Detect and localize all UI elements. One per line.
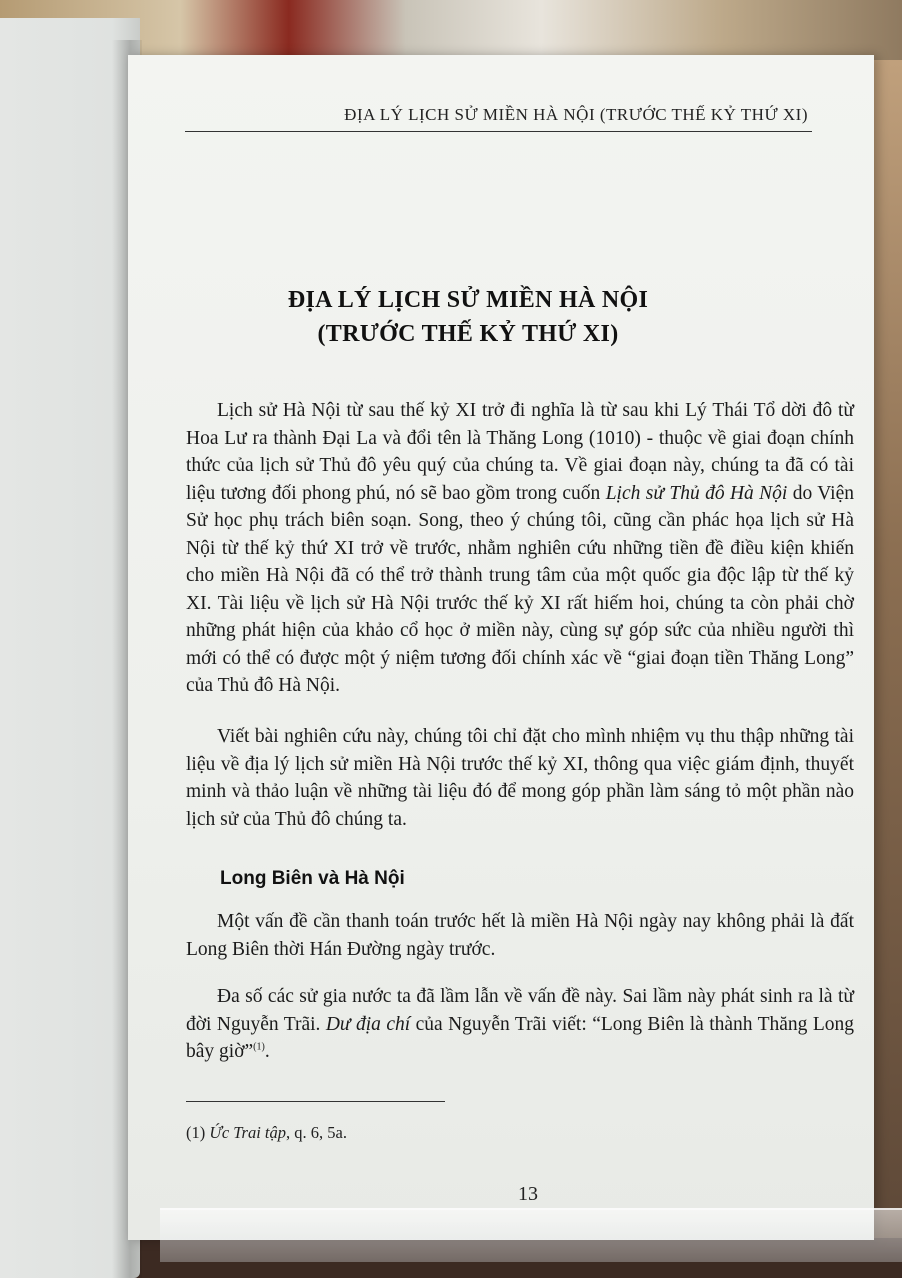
paragraph-4 [186, 983, 854, 1066]
running-head: ĐỊA LÝ LỊCH SỬ MIỀN HÀ NỘI (TRƯỚC THẾ KỶ THỨ XI) [344, 105, 808, 124]
footnote-rule [186, 1101, 445, 1102]
paragraph-4-text-a: Đa số các sử gia nước ta đã lầm lẫn về vấn đề này. Sai lầm này phát sinh ra là từ đời Nguyễn Trãi. [186, 986, 854, 1035]
footnote [186, 1123, 347, 1143]
paragraph-3-text: Một vấn đề cần thanh toán trước hết là miền Hà Nội ngày nay không phải là đất Long Biên thời Hán Đường ngày trước. [186, 911, 854, 960]
paragraph-4-end: . [264, 1041, 270, 1062]
chapter-title-line1: ĐỊA LÝ LỊCH SỬ MIỀN HÀ NỘI [287, 287, 649, 313]
book-page [128, 55, 874, 1240]
section-heading: Long Biên và Hà Nội [220, 868, 405, 889]
book-stand [160, 1208, 902, 1262]
paragraph-2 [186, 723, 854, 833]
footnote-rest: , q. 6, 5a. [286, 1123, 347, 1142]
chapter-title-line2: (TRƯỚC THẾ KỶ THỨ XI) [317, 321, 619, 347]
footnote-reference: (1) [253, 1041, 265, 1053]
paragraph-4-text-b: của Nguyễn Trãi viết: “Long Biên là thành Thăng Long bây giờ” [186, 1013, 854, 1062]
paragraph-2-text: Viết bài nghiên cứu này, chúng tôi chỉ đặt cho mình nhiệm vụ thu thập những tài liệu về địa lý lịch sử miền Hà Nội trước thế kỷ XI, thông qua việc giám định, thuyết minh và thảo luận về những tài liệu đó để mong góp phần làm sáng tỏ một phần nào lịch sử của Thủ đô chúng ta. [186, 726, 854, 830]
paragraph-1-text-a: Lịch sử Hà Nội từ sau thế kỷ XI trở đi nghĩa là từ sau khi Lý Thái Tổ dời đô từ Hoa Lư ra thành Đại La và đổi tên là Thăng Long (1010) - thuộc về giai đoạn chính thức của lịch sử Thủ đô yêu quý của chúng ta. Về giai đoạn này, chúng ta đã có tài liệu tương đối phong phú, nó sẽ bao gồm trong cuốn [186, 400, 854, 504]
paragraph-1 [186, 397, 854, 700]
header-rule [185, 131, 812, 132]
page-number: 13 [518, 1183, 538, 1205]
du-dia-chi-italic: Dư địa chí [325, 1013, 411, 1035]
paragraph-1-text-b: do Viện Sử học phụ trách biên soạn. Song, theo ý chúng tôi, cũng cần phác họa lịch sử Hà Nội từ thế kỷ thứ XI trở về trước, nhằm nghiên cứu những tiền đề điều kiện khiến cho miền Hà Nội đã có thể trở thành trung tâm của một quốc gia độc lập từ thế kỷ XI. Tài liệu về lịch sử Hà Nội trước thế kỷ XI rất hiếm hoi, chúng ta còn phải chờ những phát hiện của khảo cổ học ở miền này, cùng sự góp sức của nhiều người thì mới có thể có được một ý niệm tương đối chính xác về “giai đoạn tiền Thăng Long” của Thủ đô Hà Nội. [186, 482, 855, 696]
footnote-number: (1) [186, 1123, 210, 1142]
footnote-source-italic: Ức Trai tập [209, 1123, 286, 1142]
book-title-italic: Lịch sử Thủ đô Hà Nội [605, 482, 788, 504]
paragraph-3 [186, 908, 854, 963]
